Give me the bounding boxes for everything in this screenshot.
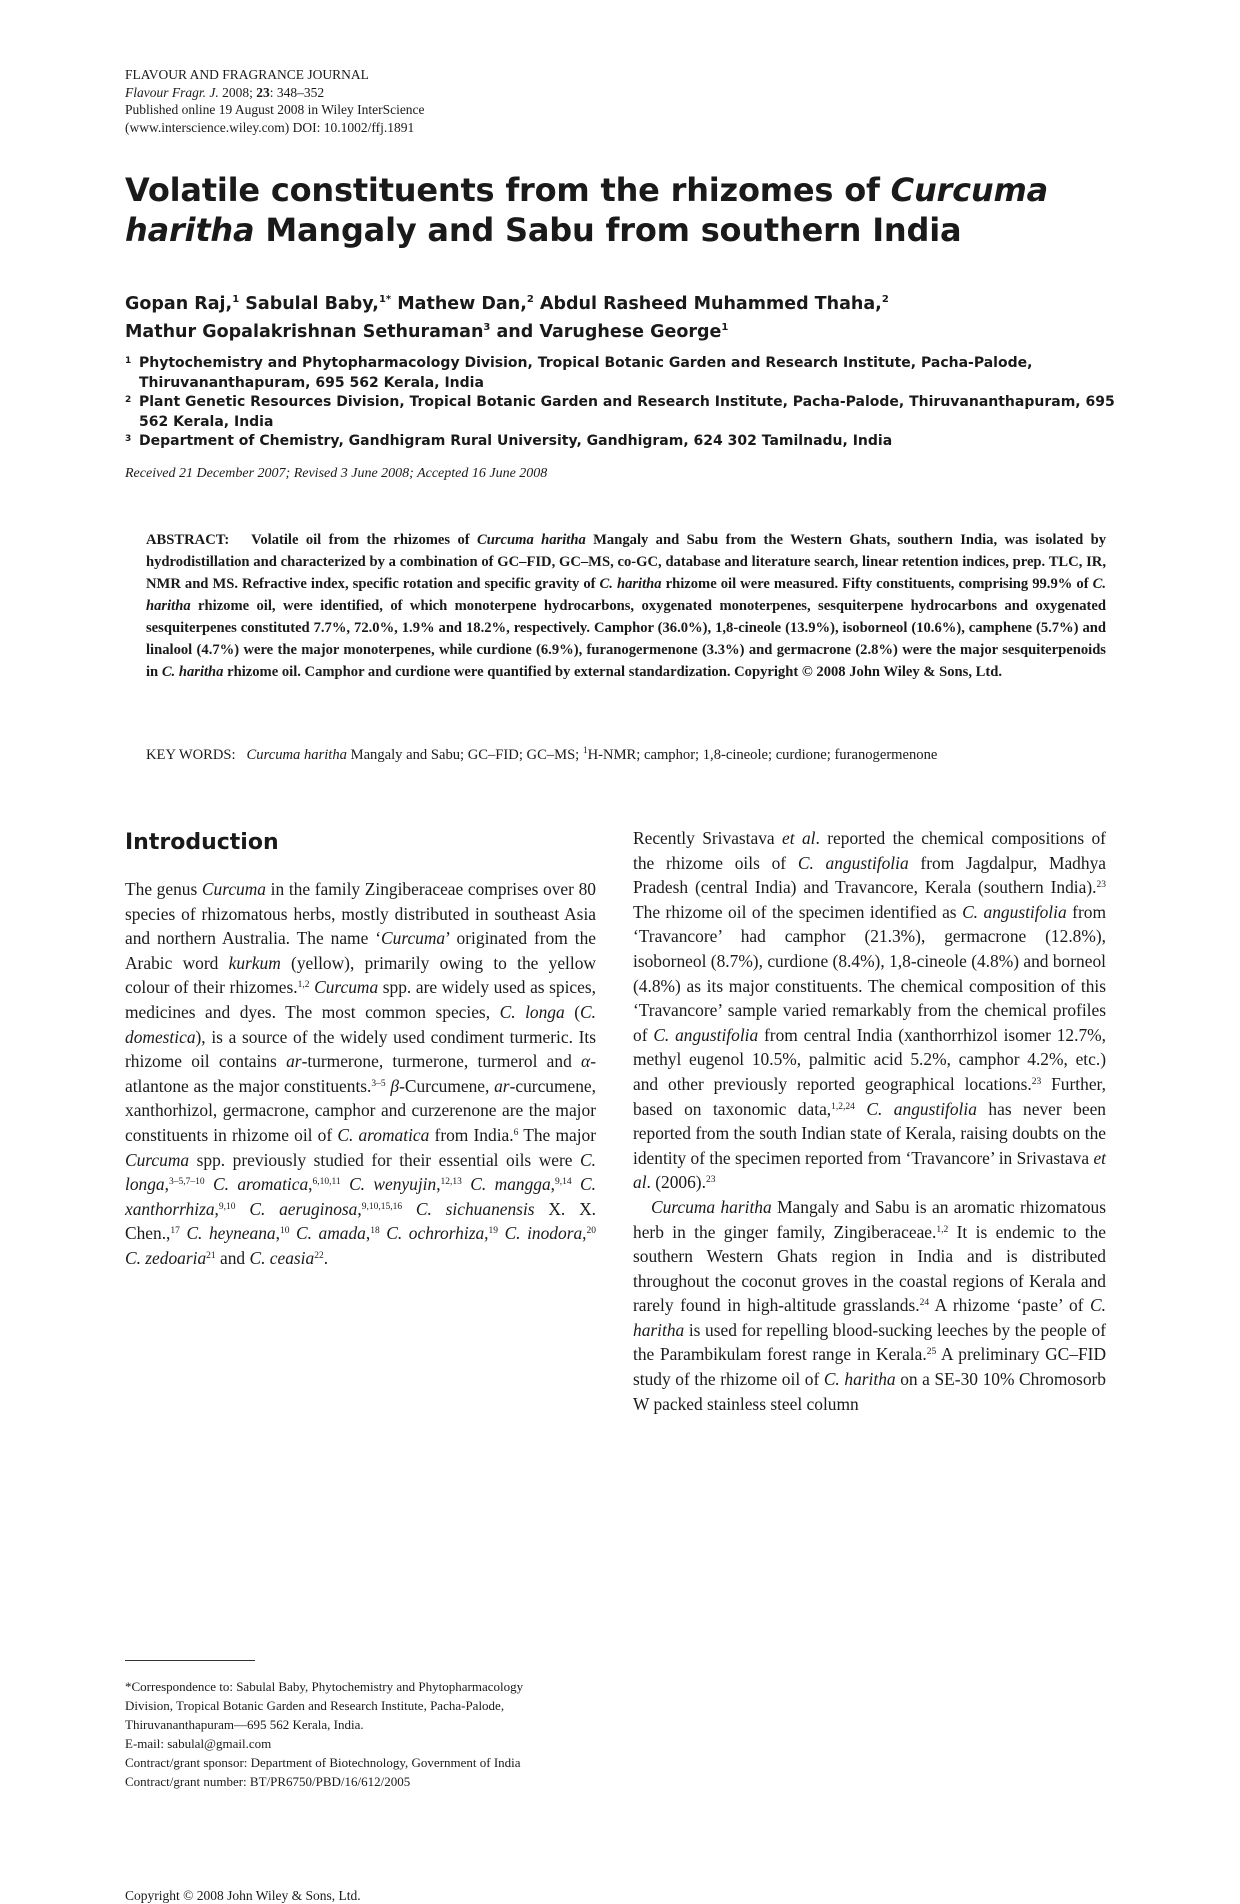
intro-paragraph (125, 877, 596, 1271)
body-text: The rhizome oil of the specimen identified as (633, 901, 963, 922)
affiliation-item (125, 432, 1115, 452)
abstract-species: C. haritha (161, 664, 224, 680)
citation-ref: 12,13 (440, 1177, 462, 1188)
body-text: Recently Srivastava (633, 828, 783, 848)
body-italic: Curcuma (381, 928, 446, 949)
body-text: from Jagdalpur, Madhya Pradesh (central India) and Travancore, Kerala (southern India). (633, 852, 1106, 898)
body-italic: C. heyneana (179, 1223, 276, 1244)
citation-ref: 1,2 (936, 1224, 949, 1235)
body-text: , (365, 1223, 371, 1244)
body-text: A preliminary GC–FID study of the rhizome oil of (633, 1344, 1107, 1390)
abstract-species: C. haritha (146, 576, 1106, 614)
body-text: has never been reported from the south Indian state of Kerala, raising doubts on the identity of the specimen reported from ‘Travancore’ in Srivastava (633, 1098, 1106, 1168)
author-name: Gopan Raj, (125, 293, 233, 314)
body-italic: C. aromatica (337, 1124, 430, 1145)
citation-ref: 9,14 (555, 1177, 572, 1188)
author-affil-mark: 2 (526, 294, 534, 305)
citation-ref: 1,2,24 (831, 1101, 855, 1112)
body-italic: C. mangga (461, 1174, 551, 1195)
citation-ref: 17 (170, 1226, 180, 1237)
citation-volume: 23 (256, 84, 270, 100)
keywords-label: KEY WORDS: (146, 747, 236, 763)
affiliation-text: Phytochemistry and Phytopharmacology Division, Tropical Botanic Garden and Research Institute, Pacha-Palode, Thiruvananthapuram, 695 562 Kerala, India (139, 355, 1033, 391)
body-text: ’ originated from the Arabic word (125, 928, 596, 973)
citation-ref: 3–5 (371, 1078, 386, 1089)
citation-ref: 18 (370, 1226, 380, 1237)
body-text: , (308, 1174, 313, 1195)
abstract-label: ABSTRACT: (146, 532, 230, 548)
body-text: Mangaly and Sabu is an aromatic rhizomatous herb in the ginger family, Zingiberaceae. (633, 1196, 1106, 1242)
body-italic: Curcuma (309, 977, 379, 998)
body-text: , (484, 1223, 489, 1244)
body-italic: kurkum (228, 952, 281, 973)
citation-ref: 9,10,15,16 (361, 1201, 403, 1212)
body-text: It is endemic to the southern Western Ghats region in India and is distributed throughout the coconut groves in the coastal regions of Kerala and rarely found in high-altitude grasslands. (633, 1221, 1107, 1316)
author-affil-mark: 1 (721, 321, 729, 333)
affiliation-text: Department of Chemistry, Gandhigram Rural University, Gandhigram, 624 302 Tamilnadu, India (139, 433, 893, 449)
body-text: -Curcumene, (399, 1075, 495, 1096)
intro-paragraph (633, 1195, 1106, 1416)
body-italic: α (581, 1051, 591, 1072)
abstract-species: C. haritha (599, 576, 662, 592)
article-title (125, 170, 1125, 250)
body-italic: et al (633, 1147, 1106, 1193)
body-italic: Curcuma haritha (651, 1196, 772, 1217)
section-heading-introduction: Introduction (125, 830, 279, 855)
title-text-end: Mangaly and Sabu from southern India (254, 211, 962, 249)
citation-ref: 3–5,7–10 (168, 1177, 205, 1188)
footnote-line: Contract/grant number: BT/PR6750/PBD/16/612/2005 (125, 1774, 411, 1789)
author-name: Mathur Gopalakrishnan Sethuraman (125, 321, 484, 342)
abstract-text: Mangaly and Sabu from the Western Ghats, southern India, was isolated by hydrodistillation and characterized by a combination of GC–FID, GC–MS, co-GC, database and literature search, linear retention indices, prep. TLC, IR, NMR and MS. Refractive index, specific rotation and specific gravity of (146, 532, 1107, 592)
body-text: , (357, 1198, 362, 1219)
body-text: ( (564, 1001, 581, 1022)
body-italic: Curcuma (201, 879, 266, 899)
body-text: is used for repelling blood-sucking leeches by the people of the Parambikulam forest range in Kerala. (633, 1319, 1106, 1365)
body-italic: Curcuma (125, 1149, 190, 1170)
body-italic: C. haritha (633, 1295, 1106, 1340)
author-affil-mark: 2 (881, 294, 889, 305)
footnote-line: Contract/grant sponsor: Department of Biotechnology, Government of India (125, 1755, 521, 1770)
body-text: , (550, 1174, 556, 1195)
body-italic: C. ceasia (249, 1247, 315, 1268)
body-text: on a SE-30 10% Chromosorb W packed stainless steel column (633, 1369, 1106, 1414)
body-text: from ‘Travancore’ had camphor (21.3%), germacrone (12.8%), isoborneol (8.7%), curdione (8.4%), 1,8-cineole (4.8%) and borneol (4.8%) as its major constituents. The chemical composition of this ‘Travancore’ sample varied remarkably from the chemical profiles of (633, 901, 1106, 1045)
author-name: Sabulal Baby, (239, 293, 379, 314)
abstract-species: Curcuma haritha (477, 532, 586, 548)
abstract-text: rhizome oil, were identified, of which monoterpene hydrocarbons, oxygenated monoterpenes, sesquiterpene hydrocarbons and oxygenated sesquiterpenes constituted 7.7%, 72.0%, 1.9% and 18.2%, respectively. Camphor (36.0%), 1,8-cineole (13.9%), isoborneol (10.6%), camphene (5.7%) and linalool (4.7%) were the major monoterpenes, while curdione (6.9%), furanogermenone (3.3%) and germacrone (2.8%) were the major sesquiterpenoids in (146, 598, 1106, 680)
footnotes (125, 1677, 600, 1791)
body-text: from central India (xanthorrhizol isomer 12.7%, methyl eugenol 10.5%, palmitic acid 5.2%, camphor 4.2%, etc.) and other previously reported geographical locations. (633, 1024, 1106, 1094)
body-text: , (275, 1223, 280, 1244)
body-text: and (215, 1247, 250, 1268)
body-text: , (436, 1174, 441, 1195)
affiliation-number: 1 (125, 356, 132, 366)
citation-ref: 23 (705, 1175, 716, 1186)
citation-ref: 10 (279, 1226, 290, 1237)
footnote-email: E-mail: sabulal@gmail.com (125, 1736, 272, 1751)
body-italic: C. ochrorhiza (379, 1223, 485, 1244)
author-affil-mark: 1* (378, 294, 392, 305)
author-list (125, 288, 1125, 344)
body-italic: C. angustifolia (962, 901, 1067, 922)
footnote-line: *Correspondence to: Sabulal Baby, Phytochemistry and Phytopharmacology (125, 1679, 524, 1694)
published-online: Published online 19 August 2008 in Wiley InterScience (125, 102, 425, 117)
journal-header (125, 66, 825, 136)
body-text: in the family Zingiberaceae comprises over 80 species of rhizomatous herbs, mostly distributed in southeast Asia and northern Australia. The name ‘ (125, 879, 596, 949)
citation-ref: 23 (1031, 1076, 1042, 1087)
affiliation-item (125, 354, 1115, 393)
body-text: A rhizome ‘paste’ of (929, 1295, 1091, 1316)
intro-column-right (633, 826, 1106, 1416)
citation-ref: 6,10,11 (312, 1177, 341, 1188)
journal-citation (125, 84, 825, 102)
journal-name: FLAVOUR AND FRAGRANCE JOURNAL (125, 67, 369, 82)
page-footer-copyright: Copyright © 2008 John Wiley & Sons, Ltd. (125, 1888, 361, 1903)
body-text: ), is a source of the widely used condiment turmeric. Its rhizome oil contains (125, 1026, 596, 1072)
citation-ref: 23 (1096, 880, 1106, 891)
body-italic: ar (286, 1051, 302, 1072)
author-name: Mathew Dan, (391, 293, 527, 314)
body-text: The genus (125, 879, 202, 899)
body-text: spp. are widely used as spices, medicines and dyes. The most common species, (125, 977, 596, 1022)
body-text: . reported the chemical compositions of the rhizome oils of (633, 828, 1106, 873)
body-text: . (323, 1247, 329, 1268)
body-italic: C. aromatica (204, 1174, 309, 1195)
keywords-text: H-NMR; camphor; 1,8-cineole; curdione; furanogermenone (587, 747, 938, 763)
body-italic: C. inodora (498, 1223, 583, 1244)
intro-column-left (125, 877, 596, 1271)
body-text: X. X. Chen., (125, 1198, 596, 1244)
body-text: (yellow), primarily owing to the yellow colour of their rhizomes. (125, 952, 596, 998)
intro-paragraph (633, 826, 1106, 1195)
citation-ref: 20 (586, 1226, 597, 1237)
body-text: from India. (429, 1124, 514, 1145)
body-italic: C. xanthorrhiza (125, 1174, 596, 1219)
citation-ref: 21 (206, 1250, 216, 1261)
body-italic: C. amada (289, 1223, 366, 1244)
author-affil-mark: 1 (232, 294, 240, 305)
abstract-text: rhizome oil. Camphor and curdione were quantified by external standardization. Copyright © 2008 John Wiley & Sons, Ltd. (223, 664, 1002, 680)
body-text: -atlantone as the major constituents. (125, 1051, 596, 1096)
body-text: Further, based on taxonomic data, (633, 1073, 1106, 1119)
body-text: . (2006). (646, 1172, 706, 1193)
citation-ref: 6 (513, 1127, 519, 1138)
title-species: haritha (125, 211, 255, 249)
footnote-divider (125, 1660, 255, 1661)
footnote-line: Thiruvananthapuram—695 562 Kerala, India. (125, 1717, 364, 1732)
body-italic: C. haritha (823, 1369, 896, 1390)
keyword-superscript: 1 (582, 746, 588, 756)
author-affil-mark: 3 (483, 321, 491, 333)
citation-ref: 22 (314, 1250, 324, 1261)
abstract (146, 529, 1106, 683)
affiliations (125, 354, 1115, 452)
affiliation-number: 3 (125, 434, 132, 444)
body-italic: C. sichuanensis (402, 1198, 535, 1219)
body-text: -turmerone, turmerone, turmerol and (301, 1051, 582, 1072)
abstract-text: rhizome oil were measured. Fifty constituents, comprising 99.9% of (661, 576, 1093, 592)
body-italic: C. angustifolia (854, 1098, 977, 1119)
citation-ref: 24 (919, 1298, 930, 1309)
citation-pages: : 348–352 (269, 84, 325, 100)
body-italic: et al (782, 828, 816, 848)
body-italic: C. aeruginosa (235, 1198, 358, 1219)
citation-year: 2008; (222, 84, 253, 100)
body-italic: C. angustifolia (797, 852, 909, 873)
affiliation-number: 2 (125, 395, 132, 405)
body-italic: ar (494, 1075, 510, 1096)
affiliation-item (125, 393, 1115, 432)
citation-ref: 19 (488, 1226, 499, 1237)
citation-ref: 25 (926, 1347, 937, 1358)
body-italic: β (385, 1075, 400, 1096)
body-text: The major (518, 1124, 597, 1145)
citation-ref: 1,2 (297, 980, 310, 991)
keyword-species: Curcuma haritha (246, 747, 347, 763)
affiliation-text: Plant Genetic Resources Division, Tropical Botanic Garden and Research Institute, Pacha-Palode, Thiruvananthapuram, 695 562 Kerala, India (139, 394, 1115, 430)
body-text: , (214, 1198, 219, 1219)
author-name: Abdul Rasheed Muhammed Thaha, (533, 293, 882, 314)
body-text: , (582, 1223, 587, 1244)
citation-abbrev: Flavour Fragr. J. (125, 84, 219, 100)
body-text: -curcumene, xanthorhizol, germacrone, camphor and curzerenone are the major constituents in rhizome oil of (125, 1075, 596, 1145)
title-genus: Curcuma (890, 171, 1048, 209)
keywords (146, 744, 1106, 766)
title-text: Volatile constituents from the rhizomes of (125, 171, 891, 209)
doi-line: (www.interscience.wiley.com) DOI: 10.1002/ffj.1891 (125, 119, 415, 135)
body-italic: C. angustifolia (653, 1024, 759, 1045)
body-italic: C. longa (125, 1149, 596, 1195)
body-italic: C. zedoaria (125, 1247, 207, 1268)
abstract-text: Volatile oil from the rhizomes of (251, 532, 477, 548)
footnote-line: Division, Tropical Botanic Garden and Research Institute, Pacha-Palode, (125, 1698, 505, 1713)
citation-ref: 9,10 (218, 1201, 236, 1212)
body-italic: C. domestica (125, 1001, 596, 1047)
body-text: spp. previously studied for their essential oils were (189, 1149, 581, 1170)
body-italic: C. longa (499, 1001, 565, 1022)
body-italic: C. wenyujin (340, 1174, 437, 1195)
body-text: , (164, 1174, 169, 1195)
keywords-text: Mangaly and Sabu; GC–FID; GC–MS; (346, 747, 583, 763)
received-dates: Received 21 December 2007; Revised 3 June 2008; Accepted 16 June 2008 (125, 466, 548, 481)
author-name: and Varughese George (490, 321, 722, 342)
